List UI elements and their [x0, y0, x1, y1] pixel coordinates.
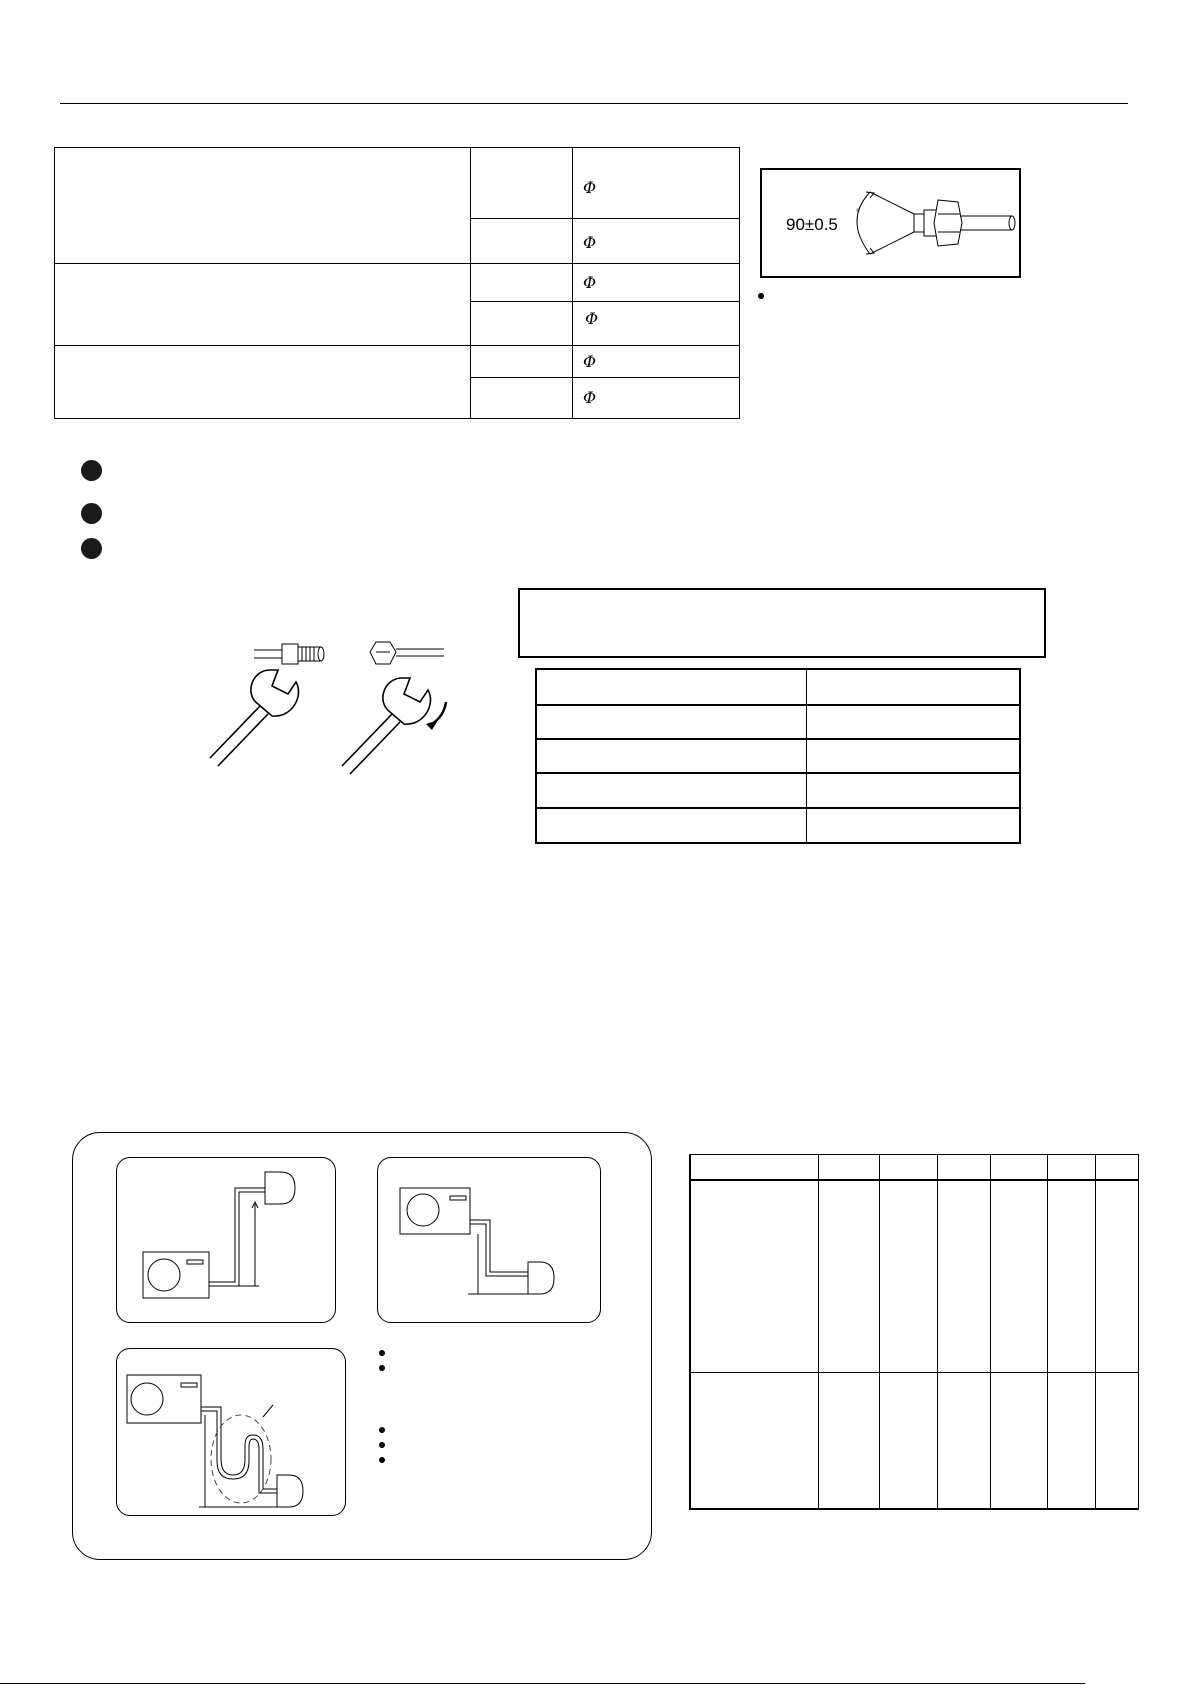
installation-diagram-panel [72, 1132, 652, 1560]
note-bullet [379, 1350, 385, 1356]
outdoor-unit-icon [127, 1375, 201, 1423]
outdoor-unit-icon [143, 1252, 209, 1298]
flare-angle-figure [760, 168, 1021, 278]
outdoor-unit-icon [400, 1188, 470, 1234]
diagram-outdoor-below [116, 1157, 336, 1323]
diagram-oil-trap [116, 1348, 346, 1516]
step-bullet [81, 460, 102, 481]
pipe-fitting-icon [254, 644, 324, 664]
note-bullet [379, 1457, 385, 1463]
header-rule [60, 103, 1128, 104]
diameter-symbol: Φ [583, 233, 597, 252]
degree-mark: ° [856, 208, 860, 219]
diameter-symbol: Φ [583, 273, 597, 292]
footer-rule [0, 1683, 1085, 1684]
flare-nut-icon [762, 170, 1019, 276]
diameter-symbol: Φ [585, 309, 599, 328]
step-bullet [81, 538, 102, 559]
note-bullet [379, 1442, 385, 1448]
note-bullet [379, 1427, 385, 1433]
diameter-symbol: Φ [583, 352, 597, 371]
indoor-unit-icon [277, 1475, 303, 1507]
flare-angle-label: 90±0.5 [786, 215, 838, 234]
flare-nut-icon [370, 642, 444, 664]
diagram-outdoor-above [377, 1157, 601, 1323]
note-bullet [758, 293, 764, 299]
note-bullet [379, 1365, 385, 1371]
torque-note-box [518, 588, 1046, 658]
diameter-symbol: Φ [583, 178, 597, 197]
indoor-unit-icon [265, 1172, 295, 1204]
wrench-icon [210, 670, 299, 766]
diameter-symbol: Φ [583, 388, 597, 407]
wrench-icon [342, 678, 431, 774]
indoor-unit-icon [528, 1262, 554, 1294]
step-bullet [81, 503, 102, 524]
torque-wrench-illustration [200, 638, 460, 798]
